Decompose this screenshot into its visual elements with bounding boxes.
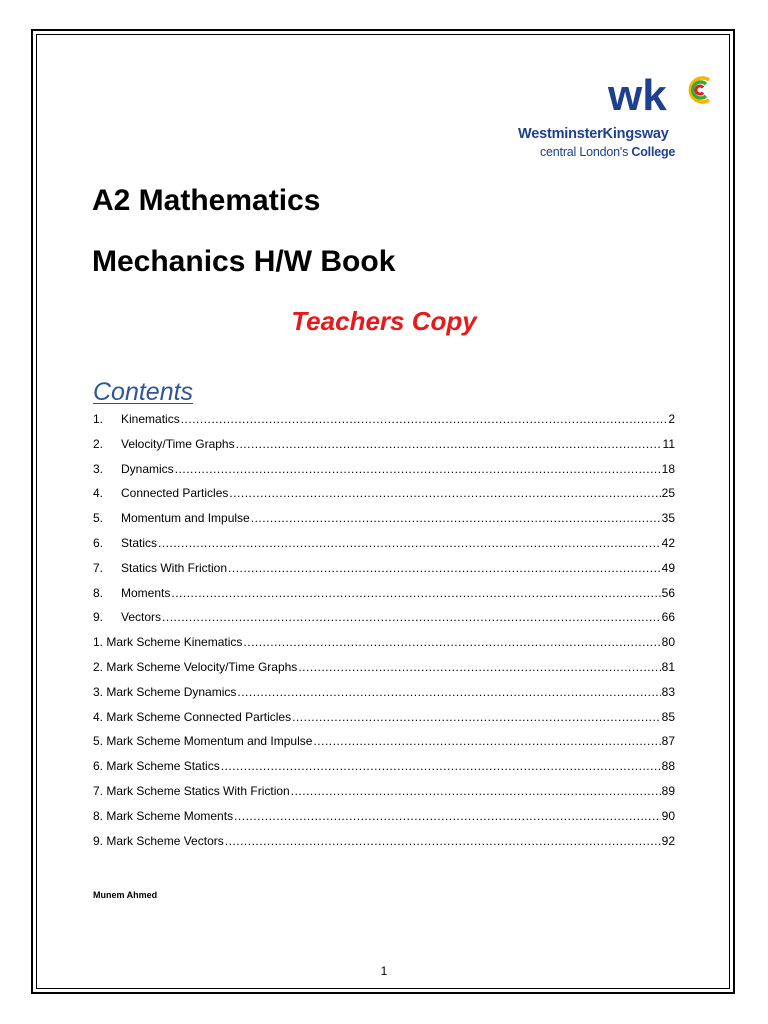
- toc-entry[interactable]: [93, 734, 675, 759]
- toc-entry-number: 5.: [93, 734, 104, 749]
- toc-entry[interactable]: [93, 486, 675, 511]
- toc-dot-leader: [251, 511, 661, 525]
- logo-tagline-bold: College: [631, 145, 676, 159]
- toc-entry-number: 3.: [93, 461, 104, 476]
- toc-entry-label: Mark Scheme Kinematics: [106, 635, 243, 650]
- toc-entry-page: 92: [661, 833, 675, 848]
- toc-entry-page: 49: [661, 560, 675, 575]
- toc-dot-leader: [237, 685, 660, 699]
- toc-entry[interactable]: [93, 462, 675, 487]
- document-title: A2 Mathematics: [92, 184, 321, 217]
- document-subtitle-book: Mechanics H/W Book: [92, 245, 396, 278]
- toc-entry[interactable]: [93, 759, 675, 784]
- toc-entry-page: 80: [661, 635, 675, 650]
- toc-entry-label: Mark Scheme Vectors: [106, 833, 224, 848]
- toc-dot-leader: [228, 561, 661, 575]
- toc-dot-leader: [234, 809, 661, 823]
- logo-tagline: [540, 145, 675, 159]
- toc-entry-page: 90: [661, 808, 675, 823]
- toc-entry[interactable]: [93, 412, 675, 437]
- toc-dot-leader: [162, 610, 661, 624]
- toc-entry-number: 8.: [93, 808, 104, 823]
- toc-entry-label: Moments: [121, 585, 171, 600]
- page-number: 1: [380, 964, 388, 978]
- toc-dot-leader: [171, 586, 660, 600]
- toc-entry[interactable]: [93, 635, 675, 660]
- toc-entry-number: 6.: [93, 535, 104, 550]
- toc-dot-leader: [158, 536, 661, 550]
- toc-entry-label: Mark Scheme Velocity/Time Graphs: [106, 659, 298, 674]
- toc-entry-number: 6.: [93, 759, 104, 774]
- toc-entry[interactable]: [93, 710, 675, 735]
- logo-college-name: WestminsterKingsway: [518, 126, 669, 142]
- toc-entry-page: 89: [661, 783, 675, 798]
- logo-mark-text: wk: [608, 74, 667, 120]
- toc-entry-label: Vectors: [121, 610, 162, 625]
- toc-entry-number: 9.: [93, 833, 104, 848]
- toc-entry-number: 9.: [93, 610, 104, 625]
- toc-entry-number: 1.: [93, 635, 104, 650]
- toc-entry-page: 2: [668, 412, 675, 426]
- table-of-contents: [93, 412, 675, 858]
- toc-entry[interactable]: [93, 685, 675, 710]
- contents-heading[interactable]: Contents: [93, 378, 194, 406]
- toc-entry[interactable]: [93, 586, 675, 611]
- toc-entry-label: Connected Particles: [121, 486, 229, 501]
- toc-entry-page: 87: [661, 734, 675, 749]
- toc-entry[interactable]: [93, 536, 675, 561]
- toc-dot-leader: [313, 734, 660, 748]
- teachers-copy-label: Teachers Copy: [291, 306, 477, 336]
- toc-entry[interactable]: [93, 610, 675, 635]
- toc-entry-label: Mark Scheme Statics: [106, 759, 220, 774]
- toc-entry[interactable]: [93, 834, 675, 859]
- toc-entry-label: Statics: [121, 535, 158, 550]
- toc-entry[interactable]: [93, 561, 675, 586]
- toc-dot-leader: [291, 784, 661, 798]
- toc-entry-page: 11: [662, 436, 675, 451]
- toc-entry-number: 4.: [93, 486, 104, 501]
- toc-entry-page: 85: [661, 709, 675, 724]
- toc-entry-page: 42: [661, 535, 675, 550]
- toc-entry-label: Mark Scheme Dynamics: [106, 684, 237, 699]
- wk-logo-mark: [608, 74, 718, 124]
- toc-dot-leader: [229, 486, 660, 500]
- toc-entry[interactable]: [93, 784, 675, 809]
- toc-entry-page: 35: [661, 511, 675, 526]
- toc-dot-leader: [175, 462, 661, 476]
- logo-tagline-prefix: central London's: [540, 145, 629, 159]
- toc-entry-label: Mark Scheme Moments: [106, 808, 234, 823]
- toc-dot-leader: [292, 710, 661, 724]
- toc-entry[interactable]: [93, 660, 675, 685]
- toc-entry-page: 66: [661, 610, 675, 625]
- toc-dot-leader: [236, 437, 662, 451]
- toc-entry-number: 3.: [93, 684, 104, 699]
- toc-entry-label: Mark Scheme Connected Particles: [106, 709, 292, 724]
- toc-entry-page: 18: [661, 461, 675, 476]
- author-name: Munem Ahmed: [93, 890, 158, 900]
- toc-entry-label: Mark Scheme Statics With Friction: [106, 783, 290, 798]
- toc-entry-number: 7.: [93, 783, 104, 798]
- toc-entry-label: Dynamics: [121, 461, 174, 476]
- toc-entry-number: 8.: [93, 585, 104, 600]
- toc-entry-number: 7.: [93, 560, 104, 575]
- toc-entry-number: 2.: [93, 436, 104, 451]
- toc-entry-page: 56: [661, 585, 675, 600]
- toc-dot-leader: [298, 660, 660, 674]
- toc-entry-number: 5.: [93, 511, 104, 526]
- toc-entry-page: 83: [661, 684, 675, 699]
- toc-entry-label: Kinematics: [121, 412, 180, 426]
- toc-dot-leader: [243, 635, 660, 649]
- toc-entry-label: Mark Scheme Momentum and Impulse: [106, 734, 313, 749]
- toc-entry-label: Momentum and Impulse: [121, 511, 250, 526]
- toc-entry-label: Statics With Friction: [121, 560, 228, 575]
- college-logo: [516, 74, 696, 164]
- toc-entry-number: 1.: [93, 412, 104, 426]
- toc-dot-leader: [225, 834, 661, 848]
- toc-dot-leader: [221, 759, 661, 773]
- toc-entry-page: 88: [661, 759, 675, 774]
- toc-entry[interactable]: [93, 809, 675, 834]
- toc-entry-label: Velocity/Time Graphs: [121, 436, 235, 451]
- toc-entry[interactable]: [93, 437, 675, 462]
- toc-entry-number: 4.: [93, 709, 104, 724]
- toc-dot-leader: [181, 412, 668, 426]
- toc-entry-number: 2.: [93, 659, 104, 674]
- toc-entry-page: 25: [661, 486, 675, 501]
- toc-entry[interactable]: [93, 511, 675, 536]
- toc-entry-page: 81: [661, 659, 675, 674]
